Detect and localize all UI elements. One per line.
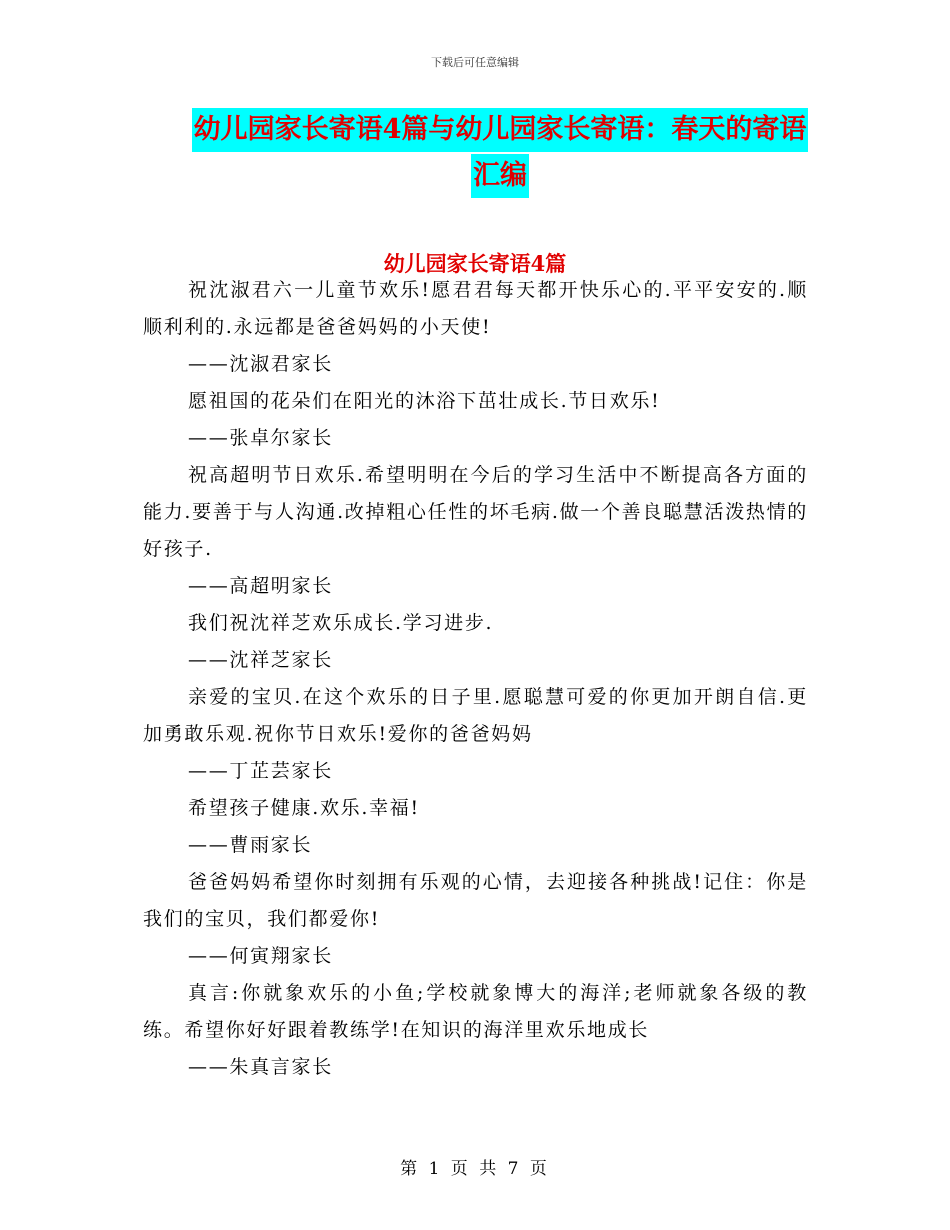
message-signature: ——朱真言家长 [188,1056,333,1078]
message-signature: ——沈祥芝家长 [188,649,333,671]
page-header-note: 下载后可任意编辑 [431,56,519,69]
message-signature: ——沈淑君家长 [188,353,333,375]
message-signature: ——高超明家长 [188,575,333,597]
document-title [190,108,810,198]
title-line-2: 汇编 [471,154,529,198]
message-signature: ——曹雨家长 [188,834,313,856]
message-signature: ——丁芷芸家长 [188,760,333,782]
message-paragraph: 祝沈淑君六一儿童节欢乐!愿君君每天都开快乐心的.平平安安的.顺顺利利的.永远都是爸爸妈妈的小天使! [143,279,808,338]
message-signature: ——张卓尔家长 [188,427,333,449]
document-body [143,272,808,1086]
message-paragraph: 亲爱的宝贝.在这个欢乐的日子里.愿聪慧可爱的你更加开朗自信.更加勇敢乐观.祝你节日欢乐!爱你的爸爸妈妈 [143,686,808,745]
title-line-1: 幼儿园家长寄语4篇与幼儿园家长寄语：春天的寄语 [192,108,809,152]
section-heading: 幼儿园家长寄语4篇 [383,251,567,276]
message-paragraph: 愿祖国的花朵们在阳光的沐浴下茁壮成长.节日欢乐! [188,390,661,412]
message-paragraph: 爸爸妈妈希望你时刻拥有乐观的心情，去迎接各种挑战!记住：你是我们的宝贝，我们都爱你! [143,871,808,930]
message-paragraph: 真言:你就象欢乐的小鱼;学校就象博大的海洋;老师就象各级的教练。希望你好好跟着教练学!在知识的海洋里欢乐地成长 [143,982,808,1041]
message-signature: ——何寅翔家长 [188,945,333,967]
message-paragraph: 祝高超明节日欢乐.希望明明在今后的学习生活中不断提高各方面的能力.要善于与人沟通.改掉粗心任性的坏毛病.做一个善良聪慧活泼热情的好孩子. [143,464,808,560]
message-paragraph: 我们祝沈祥芝欢乐成长.学习进步. [188,612,494,634]
page-footer: 第 1 页 共 7 页 [400,1159,550,1179]
message-paragraph: 希望孩子健康.欢乐.幸福! [188,797,420,819]
